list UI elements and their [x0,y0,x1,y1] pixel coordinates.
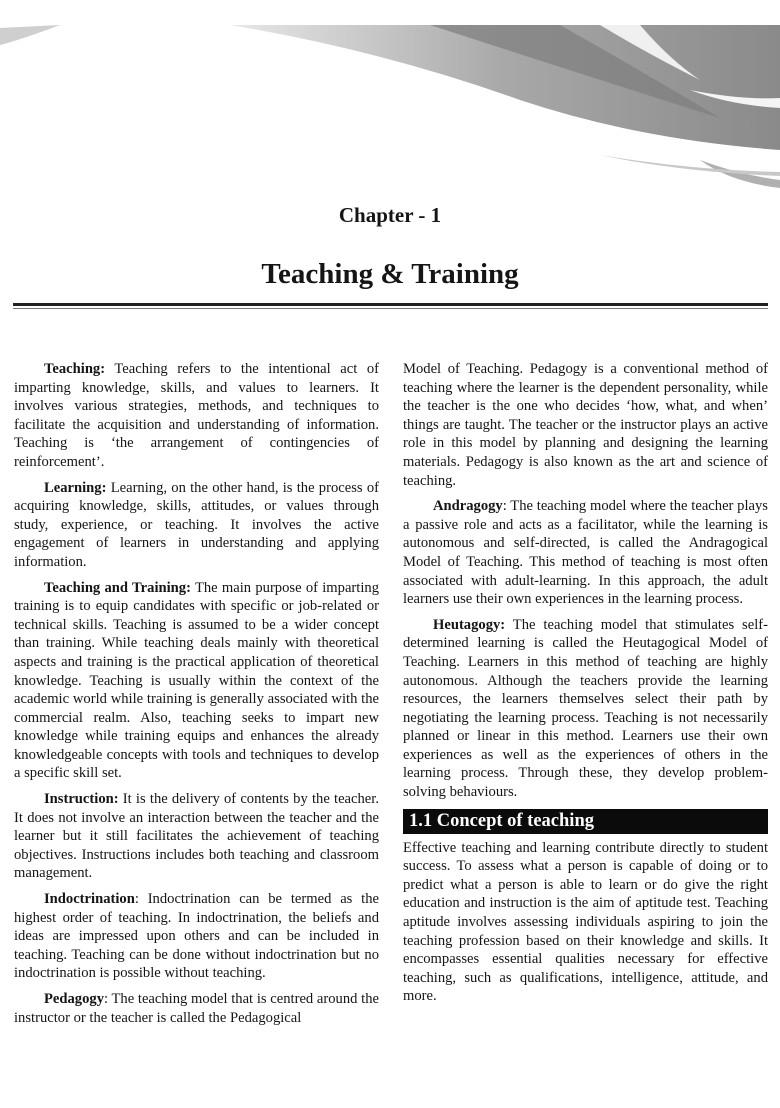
paragraph-indoctrination: Indoctrination: Indoctrination can be termed as the highest order of teaching. In indoctrination, the beliefs and ideas are impressed upon others and can be included in teaching. Teaching can be done without indoctrination but no indoctrination is possible without teaching. [14,891,379,982]
title-divider-thin [13,308,768,309]
chapter-number: Chapter - 1 [338,203,442,227]
paragraph-concept-of-teaching: Effective teaching and learning contribute directly to student success. To assess what a person is capable of doing or to predict what a person is able to learn or do give the right education and instruction is the aim of aptitude test. Teaching aptitude involves assessing individuals aspiring to join the teaching profession based on their knowledge and skills. It encompasses essential qualities necessary for effective teaching, such as qualifications, intelligence, attitude, and more. [403,839,768,1005]
left-column [14,360,379,1034]
paragraph-instruction: Instruction: It is the delivery of contents by the teacher. It does not involve an interaction between the teacher and the learner but it still facilitates the achievement of teaching objectives. Instructions includes both teaching and classroom management. [14,791,379,882]
paragraph-teaching-and-training: Teaching and Training: The main purpose of imparting training is to equip candidates with specific or job-related or technical skills. Teaching is assumed to be a wider concept than training. While teaching deals mainly with theoretical aspects and training is the practical application of theoretical knowledge. Teaching is usually within the context of the academic world while training is generally associated with the commercial realm. Also, teaching seeks to impart new knowledge while training equips and enhances the already knowledgeable concepts with tools and techniques to develop a specific skill set. [14,579,379,782]
decorative-swoosh-banner [0,0,780,200]
paragraph-heutagogy: Heutagogy: The teaching model that stimulates self-determined learning is called the Heutagogical Model of Teaching. Learners in this method of teaching are highly autonomous. Although the teachers provide the learning resources, the learners themselves select their path by negotiating the learning process. Teaching is not necessarily planned or linear in this method. Learners use their own experiences as well as the experiences of others in the learning process. Through these, they develop problem-solving behaviours. [403,616,768,801]
title-divider [13,303,768,306]
right-column [403,360,768,1013]
paragraph-teaching: Teaching: Teaching refers to the intentional act of imparting knowledge, skills, and values to learners. It involves various strategies, methods, and techniques to facilitate the acquisition and understanding of information. Teaching is ‘the arrangement of contingencies of reinforcement’. [14,361,379,470]
paragraph-learning: Learning: Learning, on the other hand, is the process of acquiring knowledge, skills, attitudes, or values through study, experience, or teaching. It involves the active engagement of learners in understanding and applying information. [14,479,379,570]
paragraph-pedagogy-continued: Model of Teaching. Pedagogy is a conventional method of teaching where the learner is the dependent personality, while the teacher is the one who decides ‘how, what, and when’ things are taught. The teacher or the instructor plays an active role in this model by planning and designing the learning materials. Pedagogy is also known as the art and science of teaching. [403,361,768,489]
paragraph-andragogy: Andragogy: The teaching model where the teacher plays a passive role and acts as a facilitator, while the learning is autonomous and self-directed, is called the Andragogical Model of Teaching. This method of teaching is most often associated with adult-learning. In this approach, the adult learners use their own experiences in the learning process. [403,498,768,608]
paragraph-pedagogy: Pedagogy: The teaching model that is centred around the instructor or the teacher is called the Pedagogical [14,991,379,1026]
section-heading: 1.1 Concept of teaching [403,809,768,834]
chapter-title: Teaching & Training [261,258,519,290]
